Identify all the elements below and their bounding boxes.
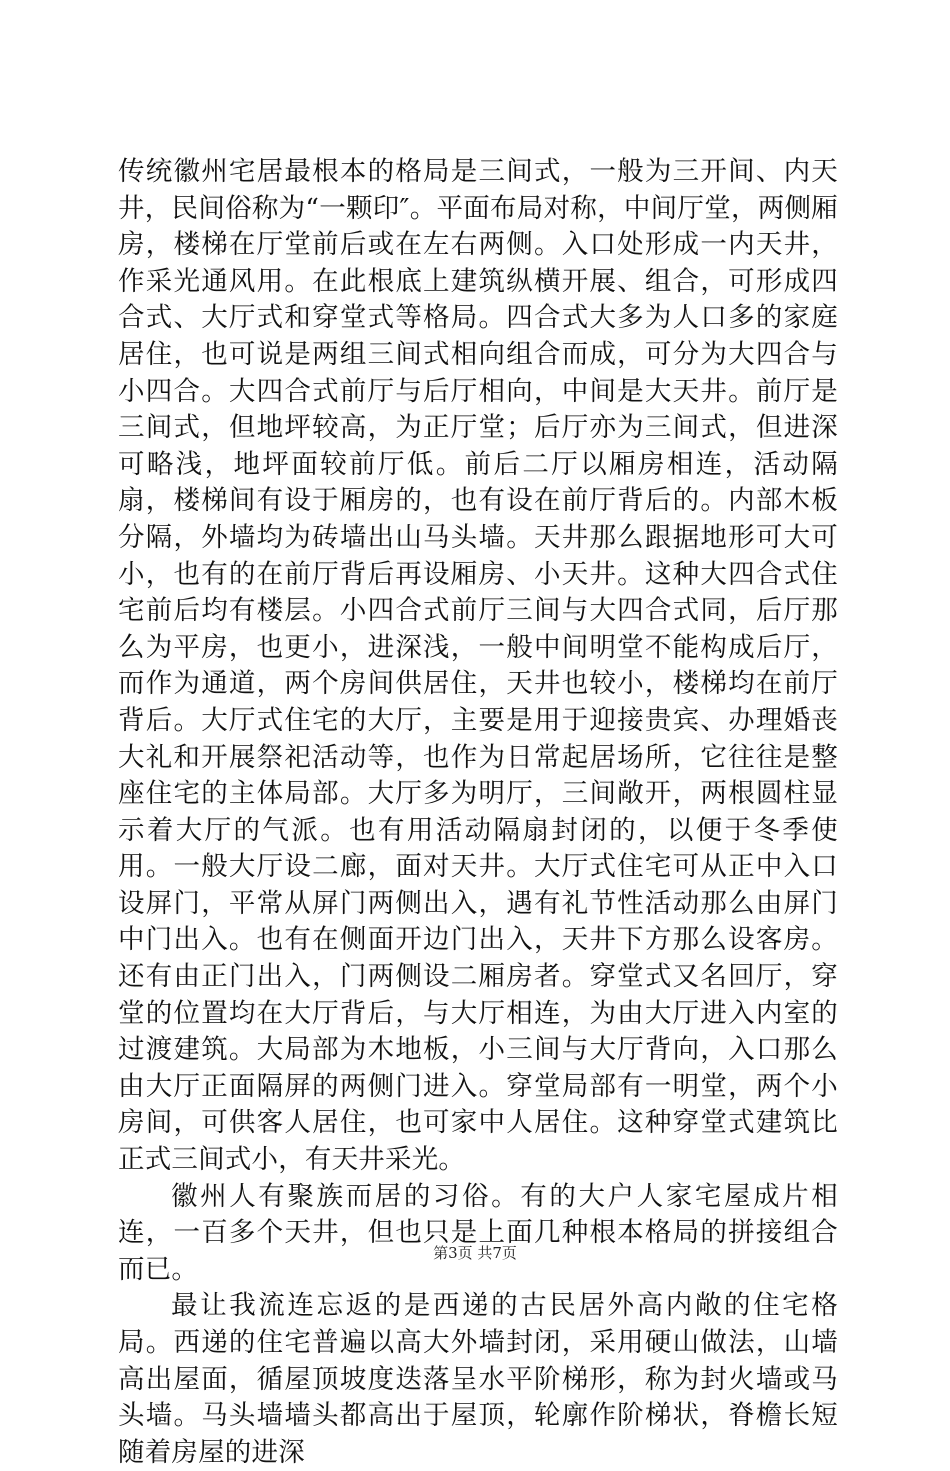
- page-number-footer: 第3页 共7页: [433, 1244, 517, 1262]
- paragraph-3: 最让我流连忘返的是西递的古民居外高内敞的住宅格局。西递的住宅普遍以高大外墙封闭，采用硬山做法，山墙高出屋面，循屋顶坡度迭落呈水平阶梯形，称为封火墙或马头墙。马头墙墙头都高出于屋顶，轮廓作阶梯状，脊檐长短随着房屋的进深: [118, 1290, 838, 1468]
- paragraph-1: 传统徽州宅居最根本的格局是三间式，一般为三开间、内天井，民间俗称为“一颗印″。平面布局对称，中间厅堂，两侧厢房，楼梯在厅堂前后或在左右两侧。入口处形成一内天井，作采光通风用。在此根底上建筑纵横开展、组合，可形成四合式、大厅式和穿堂式等格局。四合式大多为人口多的家庭居住，也可说是两组三间式相向组合而成，可分为大四合与小四合。大四合式前厅与后厅相向，中间是大天井。前厅是三间式，但地坪较高，为正厅堂；后厅亦为三间式，但进深可略浅，地坪面较前厅低。前后二厅以厢房相连，活动隔扇，楼梯间有设于厢房的，也有设在前厅背后的。内部木板分隔，外墙均为砖墙出山马头墙。天井那么跟据地形可大可小，也有的在前厅背后再设厢房、小天井。这种大四合式住宅前后均有楼层。小四合式前厅三间与大四合式同，后厅那么为平房，也更小，进深浅，一般中间明堂不能构成后厅，而作为通道，两个房间供居住，天井也较小，楼梯均在前厅背后。大厅式住宅的大厅，主要是用于迎接贵宾、办理婚丧大礼和开展祭祀活动等，也作为日常起居场所，它往往是整座住宅的主体局部。大厅多为明厅，三间敞开，两根圆柱显示着大厅的气派。也有用活动隔扇封闭的，以便于冬季使用。一般大厅设二廊，面对天井。大厅式住宅可从正中入口设屏门，平常从屏门两侧出入，遇有礼节性活动那么由屏门中门出入。也有在侧面开边门出入，天井下方那么设客房。还有由正门出入，门两侧设二厢房者。穿堂式又名回厅，穿堂的位置均在大厅背后，与大厅相连，为由大厅进入内室的过渡建筑。大局部为木地板，小三间与大厅背向，入口那么由大厅正面隔屏的两侧门进入。穿堂局部有一明堂，两个小房间，可供客人居住，也可家中人居住。这种穿堂式建筑比正式三间式小，有天井采光。: [118, 156, 838, 1176]
- paragraph-2: 徽州人有聚族而居的习俗。有的大户人家宅屋成片相连，一百多个天井，但也只是上面几种根本格局的拼接组合而已。: [118, 1180, 838, 1285]
- document-body: [118, 154, 838, 1471]
